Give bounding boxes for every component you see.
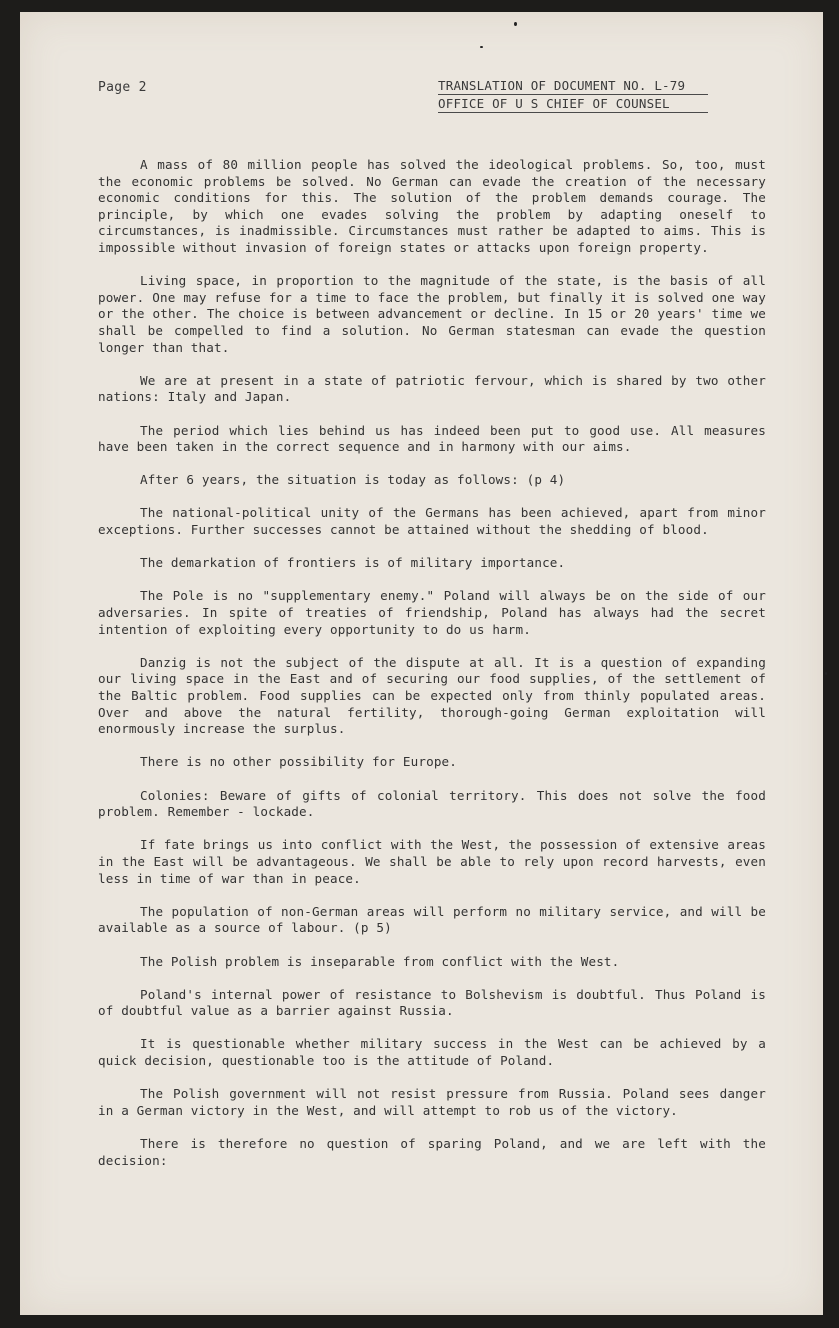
ink-speck [825,672,827,675]
document-page [20,12,823,1315]
paragraph: The period which lies behind us has indeed been put to good use. All measures have been taken in the correct sequence and in harmony with our aims. [98,422,766,455]
ink-speck [480,46,483,48]
page-number: Page 2 [98,80,147,95]
document-title: TRANSLATION OF DOCUMENT NO. L-79 [438,77,708,95]
paragraph: The national-political unity of the Germans has been achieved, apart from minor exceptions. Further successes cannot be attained without the shedding of blood. [98,505,766,538]
paragraph: After 6 years, the situation is today as follows: (p 4) [140,472,566,488]
paragraph: There is no other possibility for Europe. [140,754,458,770]
paragraph: Living space, in proportion to the magnitude of the state, is the basis of all power. One may refuse for a time to face the problem, but finally it is solved one way or the other. The choice is between advancement or decline. In 15 or 20 years' time we shall be compelled to find a solution. No German statesman can evade the question longer than that. [98,273,766,355]
office-title: OFFICE OF U S CHIEF OF COUNSEL [438,95,708,113]
paragraph: A mass of 80 million people has solved the ideological problems. So, too, must the economic problems be solved. No German can evade the creation of the necessary economic conditions for this. The solution of the problem demands courage. The principle, by which one evades solving the problem by adapting oneself to circumstances, is inadmissible. Circumstances must rather be adapted to aims. This is impossible without invasion of foreign states or attacks upon foreign property. [98,157,766,255]
paragraph: The Polish government will not resist pressure from Russia. Poland sees danger in a German victory in the West, and will attempt to rob us of the victory. [98,1086,766,1118]
ink-speck [514,22,517,26]
paragraph: The population of non-German areas will perform no military service, and will be available as a source of labour. (p 5) [98,903,766,936]
paragraph: Danzig is not the subject of the dispute at all. It is a question of expanding our living space in the East and of securing our food supplies, of the settlement of the Baltic problem. Food supplies can be expected only from thinly populated areas. Over and above the natural fertility, thorough-going German exploitation will enormously increase the surplus. [98,654,766,737]
paragraph: The demarkation of frontiers is of military importance. [140,555,566,571]
paragraph: Colonies: Beware of gifts of colonial territory. This does not solve the food problem. Remember - lockade. [98,787,766,820]
paragraph: It is questionable whether military success in the West can be achieved by a quick decision, questionable too is the attitude of Poland. [98,1036,766,1069]
document-body [98,157,766,1169]
paragraph: The Pole is no "supplementary enemy." Poland will always be on the side of our adversaries. In spite of treaties of friendship, Poland has always had the secret intention of exploiting every opportunity to do us harm. [98,588,766,637]
paragraph: The Polish problem is inseparable from conflict with the West. [140,953,620,969]
paragraph: There is therefore no question of sparing Poland, and we are left with the decision: [98,1136,766,1168]
paragraph: If fate brings us into conflict with the West, the possession of extensive areas in the East will be advantageous. We shall be able to rely upon record harvests, even less in time of war than in peace. [98,837,766,886]
paragraph: We are at present in a state of patriotic fervour, which is shared by two other nations: Italy and Japan. [98,372,766,405]
paragraph: Poland's internal power of resistance to Bolshevism is doubtful. Thus Poland is of doubtful value as a barrier against Russia. [98,986,766,1019]
document-title-block [438,77,710,113]
